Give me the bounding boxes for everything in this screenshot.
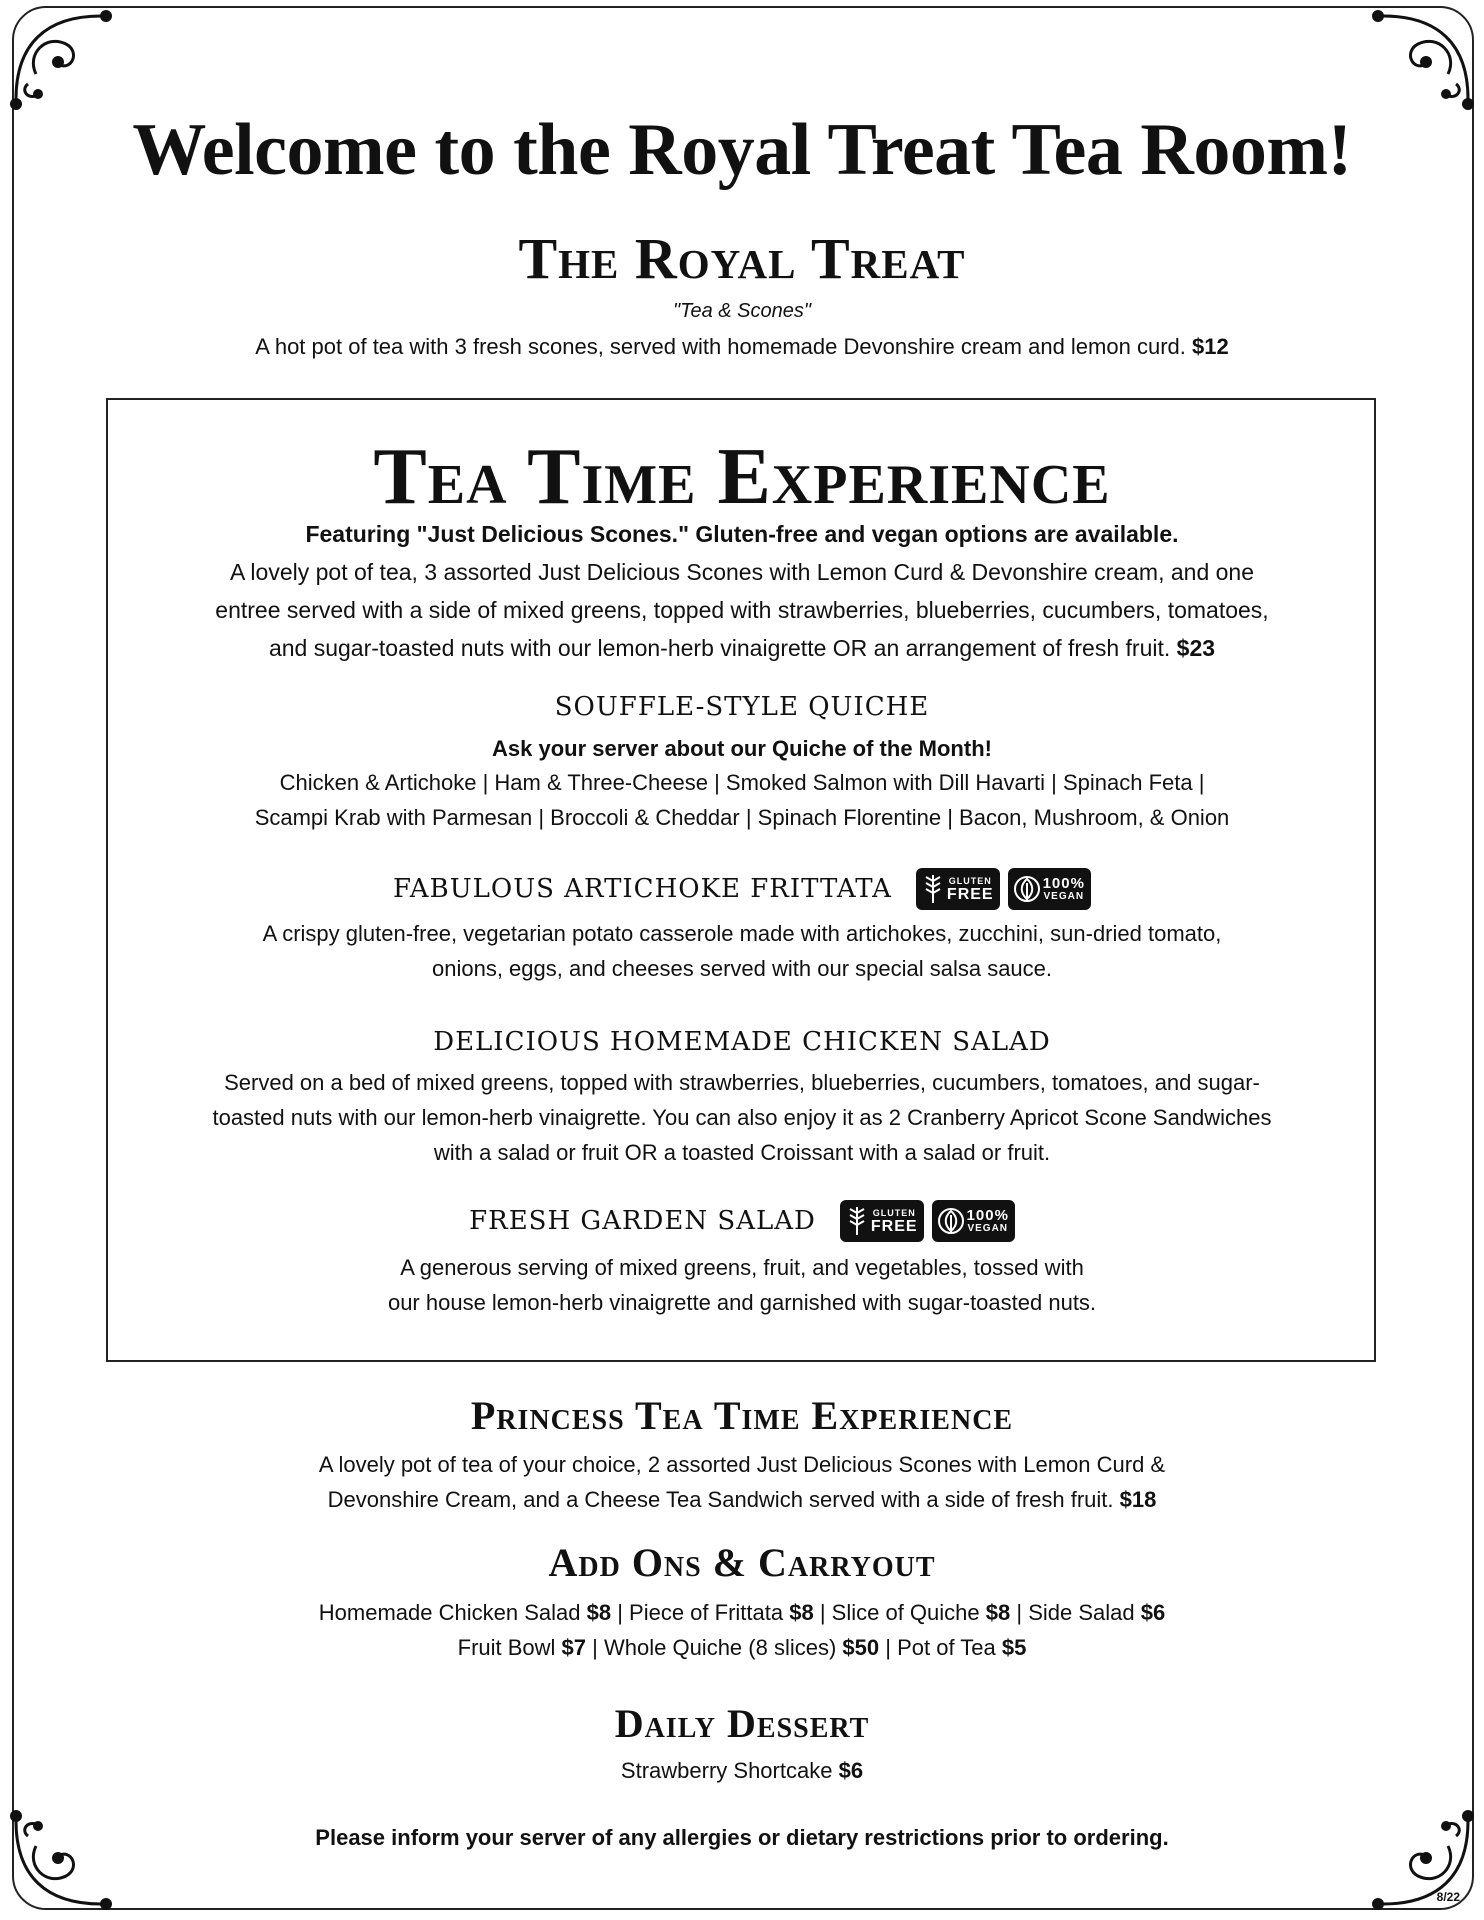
wheat-icon (922, 873, 944, 905)
tea-time-description (0, 553, 1484, 667)
quiche-line: Chicken & Artichoke | Ham & Three-Cheese | Smoked Salmon with Dill Havarti | Spinach Feta | (279, 770, 1205, 795)
addon-item: Fruit Bowl (457, 1635, 556, 1660)
addon-price: $8 (586, 1600, 612, 1625)
vegan-bottom: VEGAN (967, 1223, 1009, 1234)
quiche-line: Scampi Krab with Parmesan | Broccoli & Cheddar | Spinach Florentine | Bacon, Mushroom, & Onion (254, 805, 1230, 830)
chicken-salad-line: with a salad or fruit OR a toasted Croissant with a salad or fruit. (433, 1140, 1051, 1165)
addon-item: Whole Quiche (8 slices) (603, 1635, 837, 1660)
leaf-icon (938, 1205, 964, 1237)
garden-salad-description (0, 1250, 1484, 1320)
allergy-note: Please inform your server of any allergies or dietary restrictions prior to ordering. (315, 1825, 1169, 1850)
wheat-icon (846, 1205, 868, 1237)
gluten-free-badge (840, 1200, 924, 1242)
princess-line (0, 1482, 1484, 1517)
chicken-salad-heading-text: DELICIOUS HOMEMADE CHICKEN SALAD (433, 1027, 1051, 1057)
vegan-badge (1008, 868, 1091, 910)
diet-badges (916, 868, 1091, 910)
royal-treat-description (0, 334, 1484, 360)
princess-price: $18 (1119, 1487, 1157, 1512)
addon-price: $8 (985, 1600, 1011, 1625)
flourish-icon (1368, 4, 1478, 114)
princess-heading: Princess Tea Time Experience (470, 1393, 1014, 1438)
tea-time-line: A lovely pot of tea, 3 assorted Just Delicious Scones with Lemon Curd & Devonshire cream, and one (229, 559, 1255, 585)
chicken-salad-line: toasted nuts with our lemon-herb vinaigrette. You can also enjoy it as 2 Cranberry Apricot Scone Sandwiches (212, 1105, 1272, 1130)
royal-treat-text: A hot pot of tea with 3 fresh scones, served with homemade Devonshire cream and lemon curd. (255, 334, 1186, 359)
dessert-name: Strawberry Shortcake (620, 1758, 833, 1783)
addon-price: $6 (1140, 1600, 1166, 1625)
tea-time-line-text: and sugar-toasted nuts with our lemon-herb vinaigrette OR an arrangement of fresh fruit. (268, 635, 1171, 661)
page-title: Welcome to the Royal Treat Tea Room! (132, 109, 1352, 191)
addon-item: Piece of Frittata (629, 1600, 784, 1625)
frittata-line: onions, eggs, and cheeses served with our special salsa sauce. (431, 956, 1053, 981)
garden-salad-heading (0, 1200, 1484, 1242)
royal-treat-heading: The Royal Treat (518, 226, 966, 291)
addon-price: $50 (842, 1635, 880, 1660)
frittata-description (0, 916, 1484, 986)
gluten-free-top: GLUTEN (948, 876, 992, 886)
addon-item: Pot of Tea (897, 1635, 996, 1660)
quiche-note: Ask your server about our Quiche of the Month! (492, 736, 992, 761)
royal-treat-subtitle: "Tea & Scones" (673, 300, 811, 322)
leaf-icon (1014, 873, 1040, 905)
addons-row: Homemade Chicken Salad $8 | Piece of Frittata $8 | Slice of Quiche $8 | Side Salad $6 (318, 1600, 1166, 1625)
dessert-description (0, 1758, 1484, 1784)
dessert-heading: Daily Dessert (614, 1701, 870, 1746)
addon-price: $5 (1001, 1635, 1027, 1660)
addon-price: $7 (561, 1635, 587, 1660)
addon-item: Homemade Chicken Salad (318, 1600, 581, 1625)
chicken-salad-description (0, 1065, 1484, 1170)
frittata-heading (0, 868, 1484, 910)
tea-time-price: $23 (1176, 635, 1216, 661)
gluten-free-bottom: FREE (946, 886, 994, 903)
tea-time-line: entree served with a side of mixed greens, topped with strawberries, blueberries, cucumbers, tomatoes, (215, 597, 1269, 623)
addon-item: Slice of Quiche (831, 1600, 980, 1625)
vegan-top: 100% (1042, 875, 1085, 892)
addons-list (0, 1595, 1484, 1665)
quiche-heading (0, 692, 1484, 722)
princess-description (0, 1447, 1484, 1517)
royal-treat-price: $12 (1192, 334, 1229, 359)
addon-item: Side Salad (1028, 1600, 1135, 1625)
tea-time-line (0, 629, 1484, 667)
garden-salad-line: A generous serving of mixed greens, fruit, and vegetables, tossed with (400, 1255, 1084, 1280)
chicken-salad-line: Served on a bed of mixed greens, topped with strawberries, blueberries, cucumbers, tomatoes, and sugar- (224, 1070, 1260, 1095)
flourish-icon (6, 1806, 116, 1916)
dessert-price: $6 (838, 1758, 864, 1783)
frittata-line: A crispy gluten-free, vegetarian potato casserole made with artichokes, zucchini, sun-dried tomato, (262, 921, 1222, 946)
garden-salad-line: our house lemon-herb vinaigrette and garnished with sugar-toasted nuts. (387, 1290, 1097, 1315)
vegan-top: 100% (966, 1207, 1009, 1224)
gluten-free-bottom: FREE (870, 1218, 918, 1235)
gluten-free-top: GLUTEN (872, 1208, 916, 1218)
flourish-icon (1368, 1806, 1478, 1916)
princess-line: A lovely pot of tea of your choice, 2 assorted Just Delicious Scones with Lemon Curd & (318, 1452, 1166, 1477)
date-code: 8/22 (1436, 1890, 1460, 1904)
quiche-list (0, 765, 1484, 835)
vegan-badge (932, 1200, 1015, 1242)
addons-row: Fruit Bowl $7 | Whole Quiche (8 slices) $50 | Pot of Tea $5 (457, 1635, 1027, 1660)
addon-price: $8 (789, 1600, 814, 1625)
princess-line-text: Devonshire Cream, and a Cheese Tea Sandwich served with a side of fresh fruit. (327, 1487, 1114, 1512)
chicken-salad-heading (0, 1027, 1484, 1057)
garden-salad-heading-text: FRESH GARDEN SALAD (469, 1206, 816, 1236)
tea-time-heading: Tea Time Experience (373, 433, 1111, 521)
quiche-heading-text: SOUFFLE-STYLE QUICHE (554, 692, 930, 722)
tea-time-feature: Featuring "Just Delicious Scones." Gluten-free and vegan options are available. (305, 521, 1179, 547)
addons-heading: Add Ons & Carryout (548, 1540, 936, 1585)
vegan-bottom: VEGAN (1043, 891, 1085, 902)
diet-badges (840, 1200, 1015, 1242)
gluten-free-badge (916, 868, 1000, 910)
flourish-icon (6, 4, 116, 114)
frittata-heading-text: FABULOUS ARTICHOKE FRITTATA (393, 874, 892, 904)
